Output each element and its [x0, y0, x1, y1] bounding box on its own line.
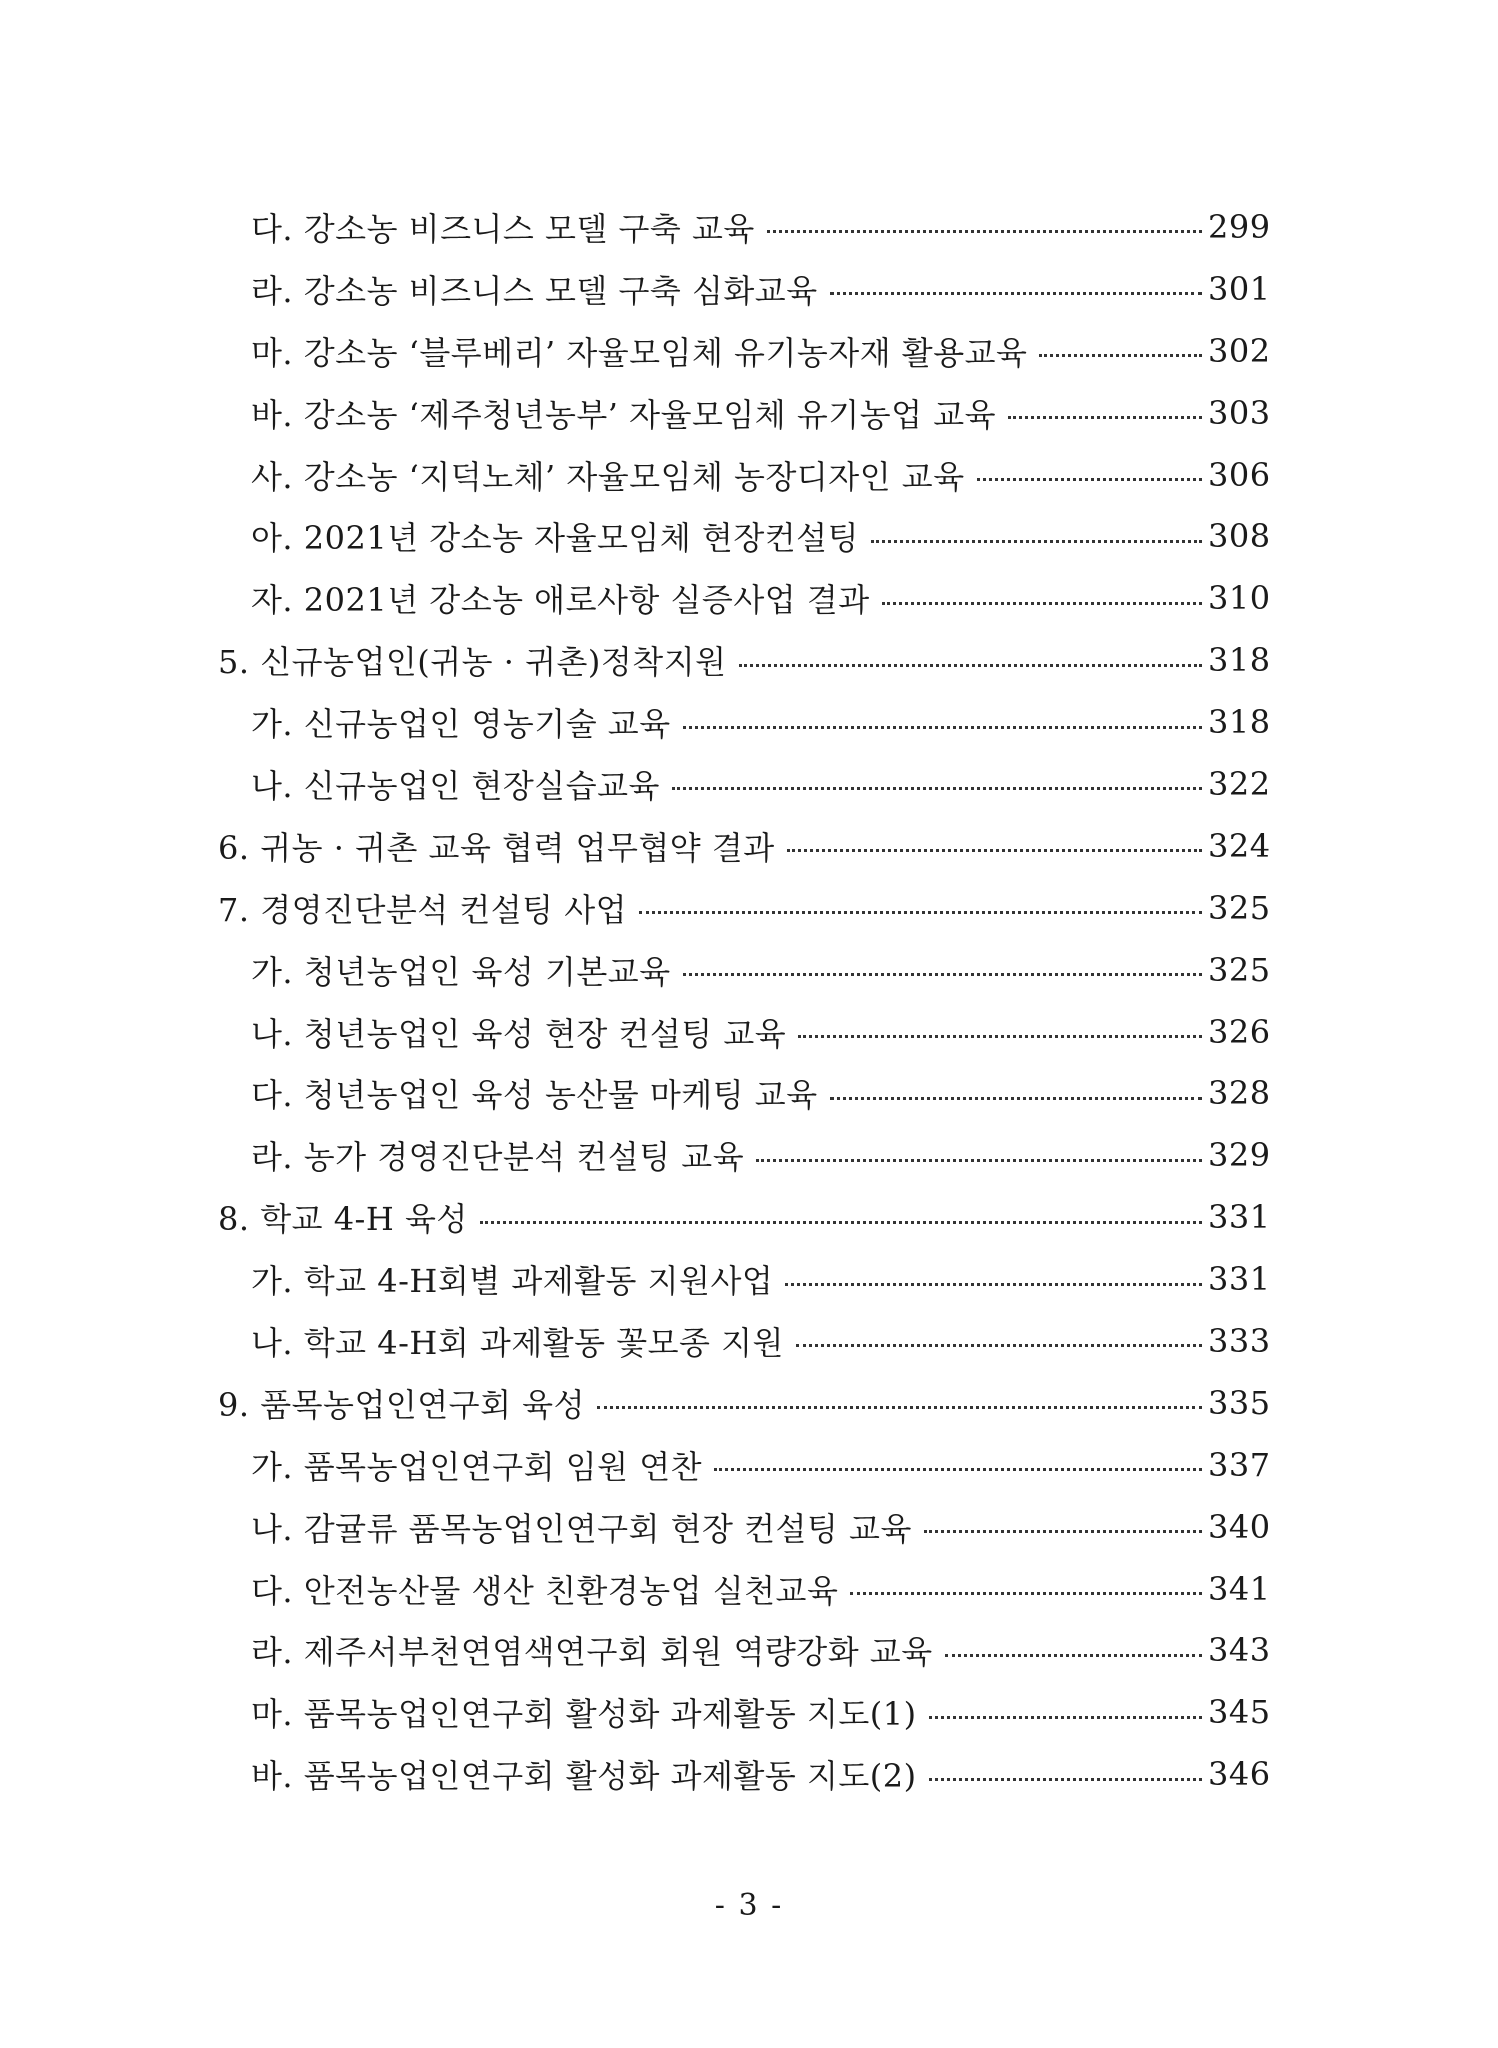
toc-entry [0, 1743, 1498, 1805]
toc-dot-leader [672, 787, 1202, 790]
toc-entry [0, 196, 1498, 258]
toc-section-page: 325 [1208, 888, 1271, 927]
toc-dot-leader [767, 230, 1202, 233]
toc-dot-leader [830, 292, 1202, 295]
toc-entry-title: 나. 학교 4-H회 과제활동 꽃모종 지원 [251, 1323, 784, 1362]
toc-entry-page: 318 [1208, 703, 1271, 742]
toc-section [0, 629, 1498, 691]
toc-section [0, 815, 1498, 877]
toc-entry-title: 가. 품목농업인연구회 임원 연찬 [251, 1447, 703, 1486]
toc-entry-title: 바. 강소농 ‘제주청년농부’ 자율모임체 유기농업 교육 [251, 395, 997, 434]
toc-dot-leader [739, 664, 1202, 667]
toc-entry-page: 299 [1208, 207, 1271, 246]
toc-entry-page: 337 [1208, 1445, 1271, 1484]
toc-entry [0, 691, 1498, 753]
toc-dot-leader [480, 1221, 1202, 1224]
toc-entry-title: 나. 신규농업인 현장실습교육 [251, 766, 660, 805]
toc-dot-leader [796, 1344, 1202, 1347]
toc-section-page: 324 [1208, 826, 1271, 865]
toc-dot-leader [756, 1159, 1202, 1162]
toc-section [0, 1186, 1498, 1248]
toc-entry-page: 345 [1208, 1693, 1271, 1732]
toc-entry-page: 333 [1208, 1321, 1271, 1360]
toc-entry-title: 마. 품목농업인연구회 활성화 과제활동 지도(1) [251, 1695, 917, 1734]
toc-section [0, 1372, 1498, 1434]
toc-entry-title: 자. 2021년 강소농 애로사항 실증사업 결과 [251, 581, 870, 620]
toc-entry-page: 326 [1208, 1012, 1271, 1051]
toc-entry-title: 나. 감귤류 품목농업인연구회 현장 컨설팅 교육 [251, 1509, 912, 1548]
toc-entry-page: 302 [1208, 331, 1271, 370]
toc-section-page: 331 [1208, 1198, 1271, 1237]
toc-dot-leader [787, 849, 1202, 852]
toc-entry-page: 306 [1208, 455, 1271, 494]
toc-section-title: 8. 학교 4-H 육성 [218, 1200, 468, 1239]
toc-dot-leader [929, 1716, 1202, 1719]
toc-entry [0, 753, 1498, 815]
toc-entry-title: 가. 신규농업인 영농기술 교육 [251, 705, 671, 744]
toc-entry-page: 346 [1208, 1755, 1271, 1794]
toc-dot-leader [683, 726, 1202, 729]
toc-dot-leader [597, 1406, 1202, 1409]
toc-entry-title: 마. 강소농 ‘블루베리’ 자율모임체 유기농자재 활용교육 [251, 333, 1028, 372]
toc-dot-leader [639, 911, 1202, 914]
toc-entry [0, 1434, 1498, 1496]
toc-entry-page: 331 [1208, 1260, 1271, 1299]
toc-section-page: 318 [1208, 641, 1271, 680]
toc-section-title: 9. 품목농업인연구회 육성 [218, 1385, 585, 1424]
toc-entry [0, 444, 1498, 506]
toc-entry-title: 라. 제주서부천연염색연구회 회원 역량강화 교육 [251, 1633, 933, 1672]
toc-entry-title: 라. 강소농 비즈니스 모델 구축 심화교육 [251, 271, 818, 310]
toc-entry [0, 1124, 1498, 1186]
toc-entry [0, 258, 1498, 320]
toc-entry [0, 1558, 1498, 1620]
toc-dot-leader [683, 973, 1202, 976]
toc-entry-page: 310 [1208, 579, 1271, 618]
toc-section-title: 7. 경영진단분석 컨설팅 사업 [218, 890, 628, 929]
toc-dot-leader [785, 1283, 1202, 1286]
toc-dot-leader [929, 1778, 1202, 1781]
toc-entry-title: 다. 안전농산물 생산 친환경농업 실천교육 [251, 1571, 839, 1610]
toc-dot-leader [945, 1654, 1202, 1657]
toc-section [0, 877, 1498, 939]
toc-entry [0, 1248, 1498, 1310]
toc-entry [0, 939, 1498, 1001]
toc-entry-title: 바. 품목농업인연구회 활성화 과제활동 지도(2) [251, 1757, 917, 1796]
toc-section-title: 5. 신규농업인(귀농 · 귀촌)정착지원 [218, 643, 727, 682]
table-of-contents [0, 196, 1498, 1805]
toc-dot-leader [1008, 416, 1202, 419]
toc-dot-leader [924, 1530, 1202, 1533]
toc-entry [0, 1619, 1498, 1681]
toc-entry [0, 567, 1498, 629]
page-number: - 3 - [714, 1888, 784, 1923]
toc-section-page: 335 [1208, 1383, 1271, 1422]
toc-entry-title: 가. 학교 4-H회별 과제활동 지원사업 [251, 1262, 774, 1301]
toc-dot-leader [830, 1097, 1202, 1100]
toc-entry-title: 나. 청년농업인 육성 현장 컨설팅 교육 [251, 1014, 787, 1053]
toc-entry-page: 340 [1208, 1507, 1271, 1546]
toc-section-title: 6. 귀농 · 귀촌 교육 협력 업무협약 결과 [218, 828, 775, 867]
toc-entry-title: 아. 2021년 강소농 자율모임체 현장컨설팅 [251, 519, 859, 558]
toc-entry-title: 가. 청년농업인 육성 기본교육 [251, 952, 671, 991]
toc-dot-leader [798, 1035, 1202, 1038]
toc-dot-leader [871, 540, 1202, 543]
toc-entry [0, 1062, 1498, 1124]
toc-dot-leader [977, 478, 1202, 481]
toc-entry-page: 322 [1208, 764, 1271, 803]
toc-entry [0, 505, 1498, 567]
toc-entry-page: 341 [1208, 1569, 1271, 1608]
toc-entry [0, 1310, 1498, 1372]
toc-entry-page: 328 [1208, 1074, 1271, 1113]
toc-entry-title: 다. 청년농업인 육성 농산물 마케팅 교육 [251, 1076, 818, 1115]
toc-entry [0, 1496, 1498, 1558]
toc-entry [0, 1001, 1498, 1063]
toc-entry-page: 308 [1208, 517, 1271, 556]
toc-dot-leader [714, 1468, 1202, 1471]
toc-entry-title: 라. 농가 경영진단분석 컨설팅 교육 [251, 1138, 745, 1177]
toc-entry-title: 사. 강소농 ‘지덕노체’ 자율모임체 농장디자인 교육 [251, 457, 965, 496]
toc-entry [0, 320, 1498, 382]
toc-dot-leader [882, 602, 1202, 605]
toc-entry [0, 382, 1498, 444]
toc-entry-page: 301 [1208, 269, 1271, 308]
toc-entry-page: 329 [1208, 1136, 1271, 1175]
toc-dot-leader [1039, 354, 1202, 357]
toc-entry-page: 325 [1208, 950, 1271, 989]
toc-entry [0, 1681, 1498, 1743]
toc-entry-page: 303 [1208, 393, 1271, 432]
toc-dot-leader [850, 1592, 1202, 1595]
toc-entry-page: 343 [1208, 1631, 1271, 1670]
toc-entry-title: 다. 강소농 비즈니스 모델 구축 교육 [251, 209, 755, 248]
